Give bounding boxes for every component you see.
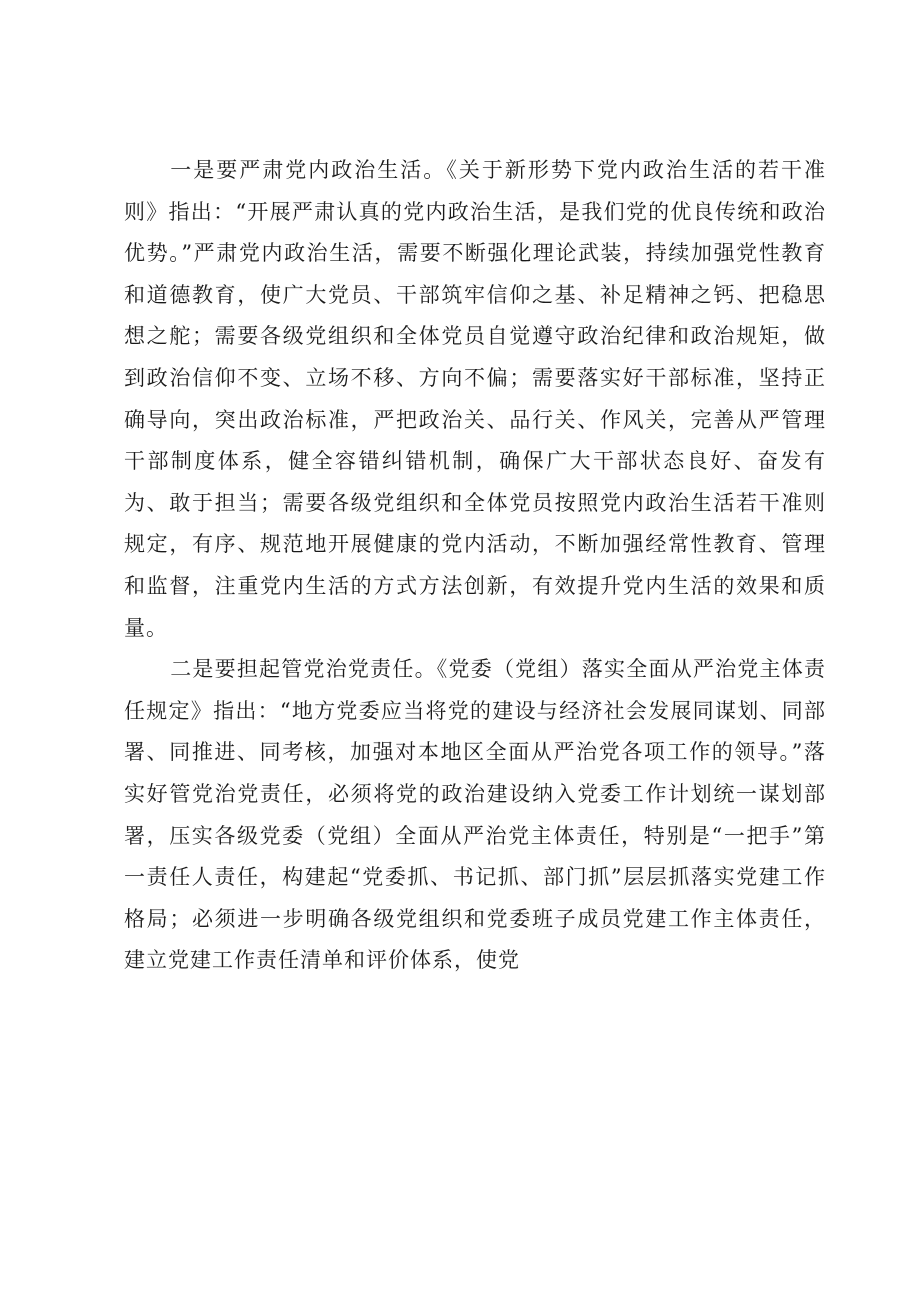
document-body xyxy=(124,150,826,982)
paragraph-strict-party-life: 一是要严肃党内政治生活。《关于新形势下党内政治生活的若干准则》指出：“开展严肃认真的党内政治生活，是我们党的优良传统和政治优势。”严肃党内政治生活，需要不断强化理论武装，持续加强党性教育和道德教育，使广大党员、干部筑牢信仰之基、补足精神之钙、把稳思想之舵；需要各级党组织和全体党员自觉遵守政治纪律和政治规矩，做到政治信仰不变、立场不移、方向不偏；需要落实好干部标准，坚持正确导向，突出政治标准，严把政治关、品行关、作风关，完善从严管理干部制度体系，健全容错纠错机制，确保广大干部状态良好、奋发有为、敢于担当；需要各级党组织和全体党员按照党内政治生活若干准则规定，有序、规范地开展健康的党内活动，不断加强经常性教育、管理和监督，注重党内生活的方式方法创新，有效提升党内生活的效果和质量。 xyxy=(124,158,826,640)
paragraph-party-governance-responsibility: 二是要担起管党治党责任。《党委（党组）落实全面从严治党主体责任规定》指出：“地方党委应当将党的建设与经济社会发展同谋划、同部署、同推进、同考核，加强对本地区全面从严治党各项工作的领导。”落实好管党治党责任，必须将党的政治建设纳入党委工作计划统一谋划部署，压实各级党委（党组）全面从严治党主体责任，特别是“一把手”第一责任人责任，构建起“党委抓、书记抓、部门抓”层层抓落实党建工作格局；必须进一步明确各级党组织和党委班子成员党建工作主体责任，建立党建工作责任清单和评价体系，使党 xyxy=(124,657,826,973)
